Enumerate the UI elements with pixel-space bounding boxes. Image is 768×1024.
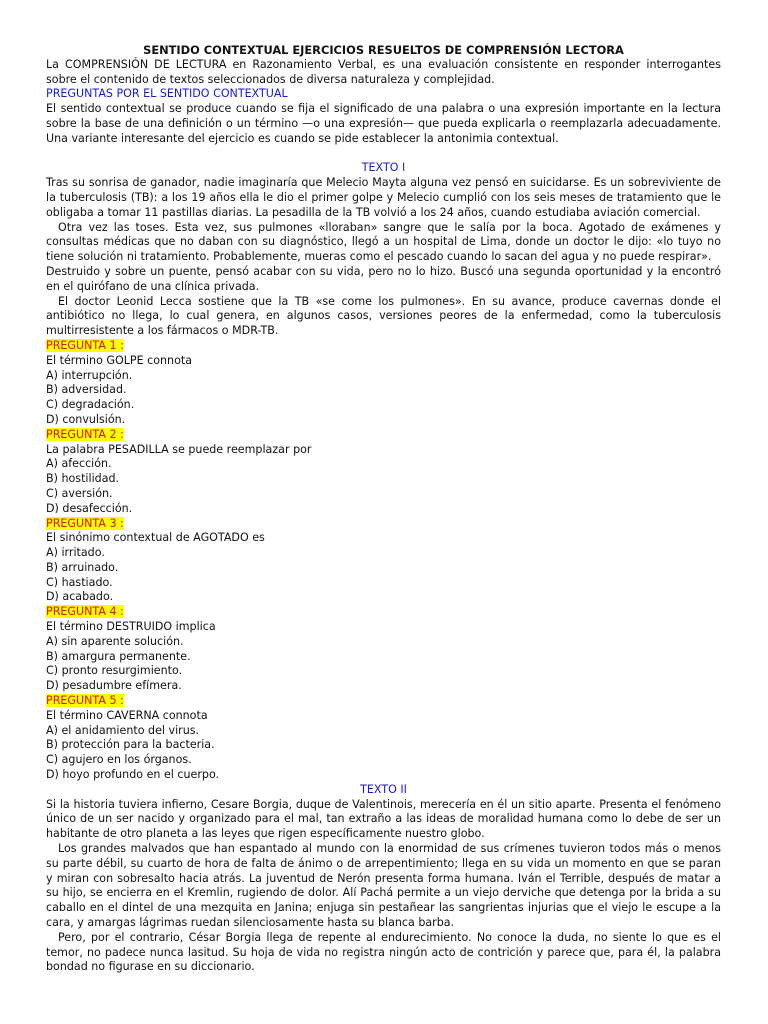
texto1-paragraph: El doctor Leonid Lecca sostiene que la TB «se come los pulmones». En su avance, produce cavernas donde el antibiótico no llega, lo cual genera, en algunos casos, versiones peores de la enfermedad, como la tuberculosis multirresistente a los fármacos o MDR-TB. xyxy=(46,294,721,338)
texto1-paragraph: Tras su sonrisa de ganador, nadie imaginaría que Melecio Mayta alguna vez pensó en suicidarse. Es un sobreviviente de la tuberculosis (TB): a los 19 años ella le dio el primer golpe y Melecio cumplió con los seis meses de tratamiento que le obligaba a tomar 11 pastillas diarias. La pesadilla de la TB volvió a los 24 años, cuando estudiaba aviación comercial. xyxy=(46,176,721,219)
texto2-paragraph: Si la historia tuviera infierno, Cesare Borgia, duque de Valentinois, merecería en él un sitio aparte. Presenta el fenómeno único de un ser nacido y organizado para el mal, tan extraño a las ideas de moralidad humana como lo debe de ser un habitante de otro planeta a las leyes que rigen específicamente nuestro globo. xyxy=(46,797,721,841)
texto2-paragraph: Pero, por el contrario, César Borgia llega de repente al endurecimiento. No conoce la duda, no siente lo que es el temor, no padece nunca lasitud. Su hoja de vida no registra ningún acto de contrición y parece que, para él, la palabra bondad no figurase en su diccionario. xyxy=(46,930,721,974)
question-label: PREGUNTA 1 : xyxy=(46,338,124,352)
answer-option: C) aversión. xyxy=(46,486,113,500)
answer-option: D) hoyo profundo en el cuerpo. xyxy=(46,768,220,782)
question-label: PREGUNTA 2 : xyxy=(46,427,124,441)
question-stem: El término GOLPE connota xyxy=(46,353,193,367)
answer-option: A) el anidamiento del virus. xyxy=(46,723,200,737)
question-stem: El sinónimo contextual de AGOTADO es xyxy=(46,531,265,545)
question-label: PREGUNTA 4 : xyxy=(46,605,124,619)
intro-paragraph: La COMPRENSIÓN DE LECTURA en Razonamiento Verbal, es una evaluación consistente en responder interrogantes sobre el contenido de textos seleccionados de diversa naturaleza y complejidad. xyxy=(46,57,721,86)
question-stem: El término DESTRUIDO implica xyxy=(46,620,216,634)
question-block xyxy=(46,694,721,783)
question-label: PREGUNTA 3 : xyxy=(46,516,124,530)
question-block xyxy=(46,428,721,517)
texto1-paragraph: Destruido y sobre un puente, pensó acabar con su vida, pero no lo hizo. Buscó una segunda oportunidad y la encontró en el quirófano de una clínica privada. xyxy=(46,264,721,293)
answer-option: A) afección. xyxy=(46,457,112,471)
question-block xyxy=(46,339,721,428)
answer-option: C) hastiado. xyxy=(46,575,113,589)
document-page xyxy=(46,43,721,975)
question-block xyxy=(46,605,721,694)
question-block xyxy=(46,517,721,606)
answer-option: D) pesadumbre efímera. xyxy=(46,679,182,693)
answer-option: C) agujero en los órganos. xyxy=(46,753,192,767)
answer-option: D) acabado. xyxy=(46,590,114,604)
spacer xyxy=(46,147,721,162)
definition-paragraph: El sentido contextual se produce cuando se fija el significado de una palabra o una expresión importante en la lectura sobre la base de una definición o un término —o una expresión— que pueda explicarla o reemplazarla adecuadamente. Una variante interesante del ejercicio es cuando se pide establecer la antonimia contextual. xyxy=(46,102,721,145)
texto2-heading: TEXTO II xyxy=(360,782,407,796)
answer-option: B) hostilidad. xyxy=(46,472,120,486)
answer-option: B) adversidad. xyxy=(46,383,127,397)
answer-option: C) degradación. xyxy=(46,398,135,412)
answer-option: D) convulsión. xyxy=(46,412,126,426)
document-title: SENTIDO CONTEXTUAL EJERCICIOS RESUELTOS DE COMPRENSIÓN LECTORA xyxy=(143,43,624,57)
answer-option: A) irritado. xyxy=(46,546,105,560)
question-label: PREGUNTA 5 : xyxy=(46,694,124,708)
answer-option: B) arruinado. xyxy=(46,560,119,574)
answer-option: A) sin aparente solución. xyxy=(46,634,184,648)
texto2-paragraph: Los grandes malvados que han espantado al mundo con la enormidad de sus crímenes tuvieron todos más o menos su parte débil, su cuarto de hora de falta de ánimo o de arrepentimiento; llega en su vida un momento en que se paran y miran con sobresalto hacia atrás. La juventud de Nerón presenta forma humana. Iván el Terrible, después de matar a su hijo, se encierra en el Kremlin, rugiendo de dolor. Alí Pachá permite a un viejo derviche que detenga por la brida a su caballo en el dintel de una mezquita en Janina; enjuga sin pestañear las sangrientas injurias que el viejo le escupe a la cara, y amargas lágrimas ruedan silenciosamente hasta su blanca barba. xyxy=(46,842,721,930)
answer-option: C) pronto resurgimiento. xyxy=(46,664,183,678)
texto1-paragraph: Otra vez las toses. Esta vez, sus pulmones «lloraban» sangre que le salía por la boca. Agotado de exámenes y consultas médicas que no daban con su diagnóstico, llegó a un hospital de Lima, donde un doctor le dijo: «lo tuyo no tiene solución ni tratamiento. Probablemente, mueras como el pescado cuando lo sacan del agua y no puede respirar». xyxy=(46,220,721,264)
texto1-heading: TEXTO I xyxy=(361,161,406,175)
answer-option: A) interrupción. xyxy=(46,368,133,382)
answer-option: D) desafección. xyxy=(46,501,133,515)
answer-option: B) amargura permanente. xyxy=(46,649,191,663)
answer-option: B) protección para la bacteria. xyxy=(46,738,215,752)
section-heading: PREGUNTAS POR EL SENTIDO CONTEXTUAL xyxy=(46,87,288,101)
question-stem: El término CAVERNA connota xyxy=(46,708,208,722)
question-stem: La palabra PESADILLA se puede reemplazar por xyxy=(46,442,312,456)
